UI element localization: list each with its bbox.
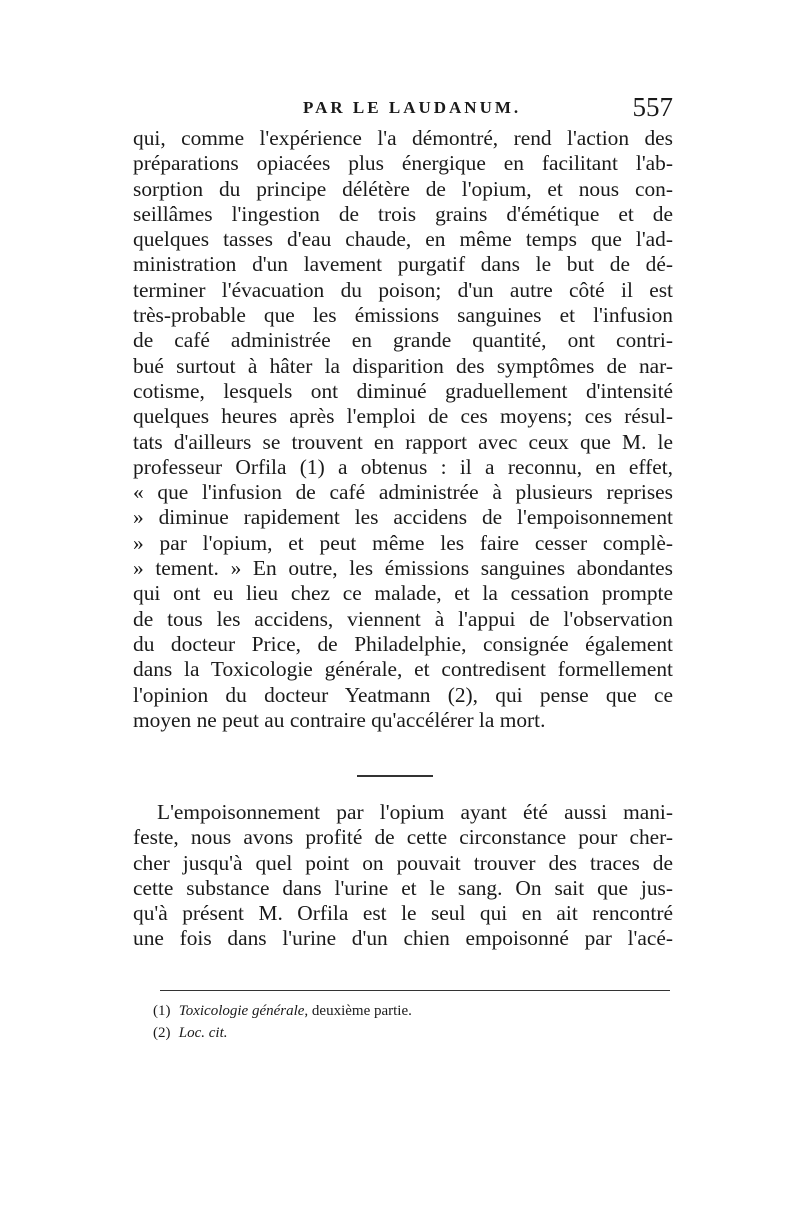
text-line: quelques tasses d'eau chaude, en même temps que l'ad-: [133, 227, 673, 252]
text-line: du docteur Price, de Philadelphie, consignée également: [133, 631, 673, 656]
footnotes: [153, 1000, 653, 1044]
text-line: ministration d'un lavement purgatif dans le but de dé-: [133, 252, 673, 277]
text-line: » tement. » En outre, les émissions sanguines abondantes: [133, 556, 673, 581]
text-line: » par l'opium, et peut même les faire cesser complè-: [133, 530, 673, 555]
text-line: seillâmes l'ingestion de trois grains d'émétique et de: [133, 201, 673, 226]
paragraph-2: [133, 800, 673, 952]
footnote-mark: (2): [153, 1025, 171, 1041]
page-header: [133, 92, 673, 128]
text-line: qu'à présent M. Orfila est le seul qui en ait rencontré: [133, 901, 673, 926]
text-line: tats d'ailleurs se trouvent en rapport avec ceux que M. le: [133, 429, 673, 454]
text-line: feste, nous avons profité de cette circonstance pour cher-: [133, 825, 673, 850]
text-line: » diminue rapidement les accidens de l'empoisonnement: [133, 505, 673, 530]
text-line: « que l'infusion de café administrée à plusieurs reprises: [133, 480, 673, 505]
footnote: [153, 1022, 653, 1044]
text-line: professeur Orfila (1) a obtenus : il a reconnu, en effet,: [133, 454, 673, 479]
text-line: l'opinion du docteur Yeatmann (2), qui pense que ce: [133, 682, 673, 707]
footnote-title: Loc. cit.: [178, 1025, 228, 1041]
text-line: de tous les accidens, viennent à l'appui de l'observation: [133, 606, 673, 631]
text-line: qui, comme l'expérience l'a démontré, rend l'action des: [133, 126, 673, 150]
text-line: préparations opiacées plus énergique en facilitant l'ab-: [133, 151, 673, 176]
footnote: [153, 1000, 653, 1022]
running-head: PAR LE LAUDANUM.: [303, 98, 522, 117]
paragraph-1: [133, 126, 673, 733]
text-line: terminer l'évacuation du poison; d'un autre côté il est: [133, 277, 673, 302]
text-line: dans la Toxicologie générale, et contredisent formellement: [133, 657, 673, 682]
footnote-text: , deuxième partie.: [304, 1003, 412, 1019]
text-line: bué surtout à hâter la disparition des symptômes de nar-: [133, 353, 673, 378]
page-number: 557: [632, 92, 673, 122]
text-line: qui ont eu lieu chez ce malade, et la cessation prompte: [133, 581, 673, 606]
text-line: cotisme, lesquels ont diminué graduellement d'intensité: [133, 378, 673, 403]
text-line: cette substance dans l'urine et le sang. On sait que jus-: [133, 875, 673, 900]
footnote-mark: (1): [153, 1003, 171, 1019]
text-line: moyen ne peut au contraire qu'accélérer la mort.: [133, 707, 546, 732]
text-line: très-probable que les émissions sanguines et l'infusion: [133, 303, 673, 328]
text-line: L'empoisonnement par l'opium ayant été aussi mani-: [157, 800, 673, 824]
text-line: cher jusqu'à quel point on pouvait trouver des traces de: [133, 850, 673, 875]
footnote-title: Toxicologie générale: [178, 1003, 305, 1019]
text-line: quelques heures après l'emploi de ces moyens; ces résul-: [133, 404, 673, 429]
section-divider: [357, 775, 433, 777]
text-line: sorption du principe délétère de l'opium, et nous con-: [133, 176, 673, 201]
text-line: une fois dans l'urine d'un chien empoisonné par l'acé-: [133, 926, 673, 951]
footnote-divider: [160, 990, 670, 991]
text-line: de café administrée en grande quantité, ont contri-: [133, 328, 673, 353]
